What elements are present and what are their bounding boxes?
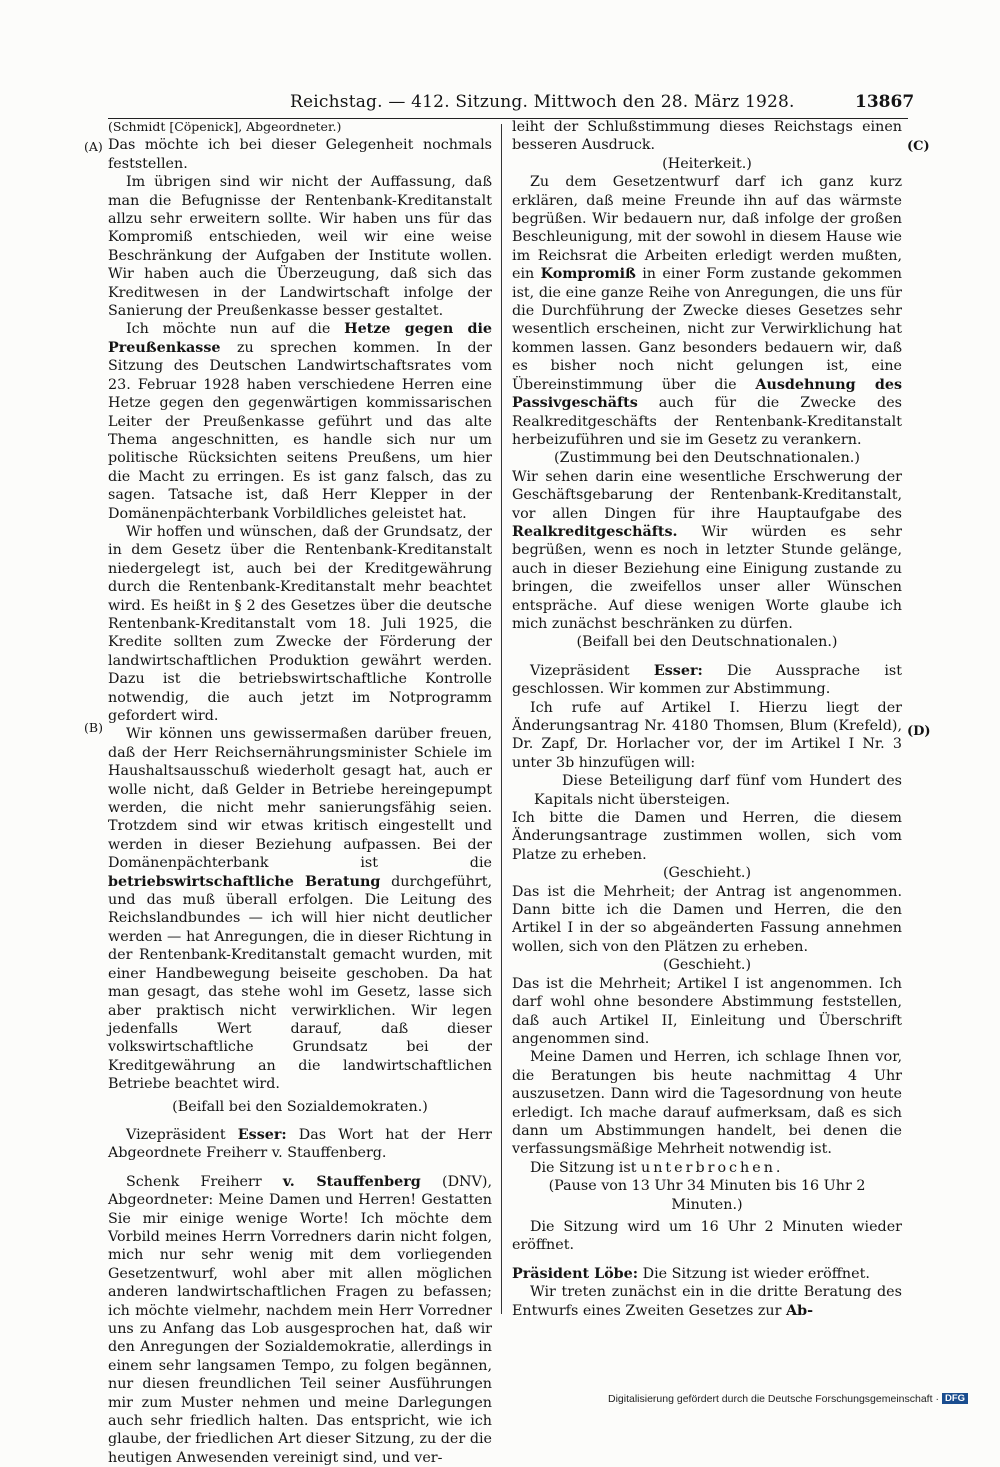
paragraph: Wir können uns gewissermaßen darüber freuen, daß der Herr Reichsernährungsminister Schiele im Haushaltsausschuß wiederholt gesagt hat, auch er wolle nicht, daß Gelder in Betriebe hereingepumpt werden, die nicht mehr sanierungsfähig seien. Trotzdem sind wir etwas kritisch eingestellt und werden in dieser Beziehung aufpassen. Bei der Domänenpächterbank ist die betriebswirtschaftliche Beratung durchgeführt, und das muß überall erfolgen. Die Leitung des Reichslandbundes — ich will hier nicht deutlicher werden — hat Anregungen, die in dieser Richtung in der Rentenbank-Kreditanstalt gemacht wurden, mit einer Handbewegung beiseite geschoben. Da hat man gesagt, das stehe wohl im Gesetz, lasse sich aber praktisch nicht verwirklichen. Wir legen jedenfalls Wert darauf, daß dieser volkswirtschaftliche Grundsatz bei der Kreditgewährung an die landwirtschaftlichen Betriebe beachtet wird.	[108, 726, 492, 1093]
paragraph: Wir hoffen und wünschen, daß der Grundsatz, der in dem Gesetz über die Rentenbank-Kreditanstalt niedergelegt ist, auch bei der Kreditgewährung durch die Rentenbank-Kreditanstalt mehr beachtet wird. Es heißt in § 2 des Gesetzes über die deutsche Rentenbank-Kreditanstalt vom 18. Juli 1925, die Kredite sollten zum Zwecke der Förderung der landwirtschaftlichen Produktion gewährt werden. Dazu ist die betriebswirtschaftliche Kontrolle notwendig, die auch jetzt im Notprogramm gefordert wird.	[108, 523, 492, 724]
column-divider	[501, 124, 502, 1314]
emphasis: Ab-	[786, 1302, 814, 1319]
paragraph: Ich rufe auf Artikel I. Hierzu liegt der Änderungsantrag Nr. 4180 Thomsen, Blum (Krefeld), Dr. Zapf, Dr. Horlacher vor, der im Artikel I Nr. 3 unter 3b hinzufügen will:	[512, 699, 902, 771]
stage-direction: (Geschieht.)	[662, 957, 752, 974]
margin-marker-d: (D)	[907, 724, 931, 739]
speaker-paragraph: Vizepräsident Esser: Das Wort hat der Herr Abgeordnete Freiherr v. Stauffenberg.	[108, 1126, 492, 1162]
emphasis: Hetze gegen die Preußenkasse	[108, 321, 492, 356]
running-title: Reichstag. — 412. Sitzung. Mittwoch den 28. März 1928.	[290, 92, 795, 112]
paragraph: Das ist die Mehrheit; der Antrag ist angenommen. Dann bitte ich die Damen und Herren, die den Artikel I in der so abgeänderten Fassung annehmen wollen, sich von den Plätzen zu erheben.	[512, 883, 902, 955]
paragraph: Die Sitzung wird um 16 Uhr 2 Minuten wieder eröffnet.	[512, 1218, 902, 1254]
right-column	[512, 118, 902, 1320]
spaced-word: unterbrochen.	[641, 1159, 784, 1176]
speaker-paragraph: Vizepräsident Esser: Die Aussprache ist geschlossen. Wir kommen zur Abstimmung.	[512, 662, 902, 698]
speaker-paragraph: Präsident Löbe: Die Sitzung ist wieder eröffnet.	[512, 1265, 870, 1282]
stage-direction: (Zustimmung bei den Deutschnationalen.)	[554, 450, 860, 467]
footer-text: Digitalisierung gefördert durch die Deutsche Forschungsgemeinschaft	[608, 1393, 933, 1405]
paragraph: Meine Damen und Herren, ich schlage Ihnen vor, die Beratungen bis heute nachmittag 4 Uhr auszusetzen. Dann wird die Tagesordnung von heute erledigt. Ich mache darauf aufmerksam, daß es sich dann um Abstimmungen handelt, bei denen die verfassungsmäßige Mehrheit notwendig ist.	[512, 1049, 902, 1158]
page-header	[0, 92, 1000, 114]
stage-direction: (Beifall bei den Deutschnationalen.)	[576, 634, 838, 651]
stage-direction: (Heiterkeit.)	[662, 155, 752, 172]
speaker-name: Esser:	[653, 662, 703, 679]
stage-direction: (Beifall bei den Sozialdemokraten.)	[172, 1098, 428, 1115]
speaker-name: Esser:	[237, 1126, 287, 1143]
footer-credit: Digitalisierung gefördert durch die Deutsche Forschungsgemeinschaft · DFG	[608, 1393, 968, 1409]
paragraph: Die Sitzung ist unterbrochen.	[530, 1159, 784, 1176]
speaker-name: v. Stauffenberg	[282, 1173, 421, 1190]
paragraph: Wir sehen darin eine wesentliche Erschwerung der Geschäftsgebarung der Rentenbank-Kreditanstalt, vor allen Dingen für ihre Hauptaufgabe des Realkreditgeschäfts. Wir würden es sehr begrüßen, wenn es noch in letzter Stunde gelänge, auch in dieser Beziehung eine Einigung zustande zu bringen, die zweifellos unser aller Wünschen entspräche. Auf diese wenigen Worte glaube ich mich zunächst beschränken zu dürfen.	[512, 468, 902, 632]
margin-marker-b: (B)	[84, 720, 103, 735]
speaker-paragraph: Schenk Freiherr v. Stauffenberg (DNV), Abgeordneter: Meine Damen und Herren! Gestatten Sie mir einige wenige Worte! Ich möchte dem Vorbild meines Herrn Vorredners darin nicht folgen, mich nur sehr wenig mit dem vorliegenden Gesetzentwurf, wohl aber mit allen möglichen anderen landwirtschaftlichen Fragen zu befassen; ich möchte vielmehr, nachdem mein Herr Vorredner uns zu Anfang das Lob ausgesprochen hat, daß wir den Anregungen der Sozialdemokratie, allerdings in einem sehr langsamen Tempo, zu folgen begännen, nur diesen freundlichen Teil seiner Ausführungen mir zum Muster nehmen und meine Darlegungen auch sehr friedlich halten. Das entspricht, wie ich glaube, der friedlichen Art dieser Sitzung, zu der die heutigen Anwesenden vereinigt sind, und ver-	[108, 1173, 492, 1466]
margin-marker-a: (A)	[84, 139, 103, 154]
paragraph: Ich bitte die Damen und Herren, die diesem Änderungsantrage zustimmen wollen, sich vom Platze zu erheben.	[512, 810, 902, 863]
paragraph: leiht der Schlußstimmung dieses Reichstags einen besseren Ausdruck.	[512, 119, 902, 154]
paragraph: Ich möchte nun auf die Hetze gegen die Preußenkasse zu sprechen kommen. In der Sitzung des Deutschen Landwirtschaftsrates vom 23. Februar 1928 haben verschiedene Herren eine Hetze gegen den gegenwärtigen kommissarischen Leiter der Preußenkasse geführt und das alte Thema angeschnitten, es handle sich nur um politische Rücksichten seitens Preußens, um hier die Macht zu erringen. Es ist ganz falsch, das zu sagen. Tatsache ist, daß Herr Klepper in der Domänenpächterbank Vorbildliches geleistet hat.	[108, 321, 492, 522]
dfg-logo: DFG	[942, 1393, 968, 1404]
emphasis: betriebswirtschaftliche Beratung	[108, 873, 381, 890]
paragraph: Im übrigen sind wir nicht der Auffassung, daß man die Befugnisse der Rentenbank-Kreditanstalt allzu sehr erweitern sollte. Wir haben uns für das Kompromiß entschieden, weil wir eine weise Beschränkung der Aufgaben der Institute wollen. Wir haben auch die Überzeugung, daß sich das Kreditwesen in der Landwirtschaft infolge der Sanierung der Preußenkasse besser gestaltet.	[108, 174, 492, 320]
emphasis: Kompromiß	[540, 266, 636, 283]
stage-direction: (Pause von 13 Uhr 34 Minuten bis 16 Uhr 2 Minuten.)	[548, 1178, 866, 1213]
paragraph: Zu dem Gesetzentwurf darf ich ganz kurz erklären, daß meine Freunde ihn auf das wärmste begrüßen. Wir bedauern nur, daß infolge der großen Beschleunigung, mit der sowohl in diesem Hause wie im Reichsrat die Arbeiten erledigt werden mußten, ein Kompromiß in einer Form zustande gekommen ist, die eine ganze Reihe von Anregungen, die uns für die Durchführung der Zwecke dieses Gesetzes sehr wesentlich erscheinen, nicht zur Verwirklichung hat kommen lassen. Ganz besonders bedauern wir, daß es bisher noch nicht gelungen ist, eine Übereinstimmung über die Ausdehnung des Passivgeschäfts auch für die Zwecke des Realkreditgeschäfts der Rentenbank-Kreditanstalt herbeizuführen und sie im Gesetz zu verankern.	[512, 174, 902, 448]
paragraph: Das möchte ich bei dieser Gelegenheit nochmals feststellen.	[108, 137, 492, 172]
emphasis: Realkreditgeschäfts.	[512, 523, 678, 540]
margin-marker-c: (C)	[907, 139, 930, 154]
speaker-name: Präsident Löbe:	[512, 1265, 639, 1282]
stage-direction: (Geschieht.)	[662, 865, 752, 882]
speaker-tag: (Schmidt [Cöpenick], Abgeordneter.)	[108, 119, 342, 134]
quoted-amendment: Diese Beteiligung darf fünf vom Hundert des Kapitals nicht übersteigen.	[534, 773, 902, 808]
left-column	[108, 118, 492, 1467]
page-number: 13867	[855, 92, 915, 112]
paragraph: Das ist die Mehrheit; Artikel I ist angenommen. Ich darf wohl ohne besondere Abstimmung feststellen, daß auch Artikel II, Einleitung und Überschrift angenommen sind.	[512, 975, 902, 1047]
paragraph: Wir treten zunächst ein in die dritte Beratung des Entwurfs eines Zweiten Gesetzes zur Ab-	[512, 1284, 902, 1319]
emphasis: Ausdehnung des Passivgeschäfts	[512, 376, 902, 412]
